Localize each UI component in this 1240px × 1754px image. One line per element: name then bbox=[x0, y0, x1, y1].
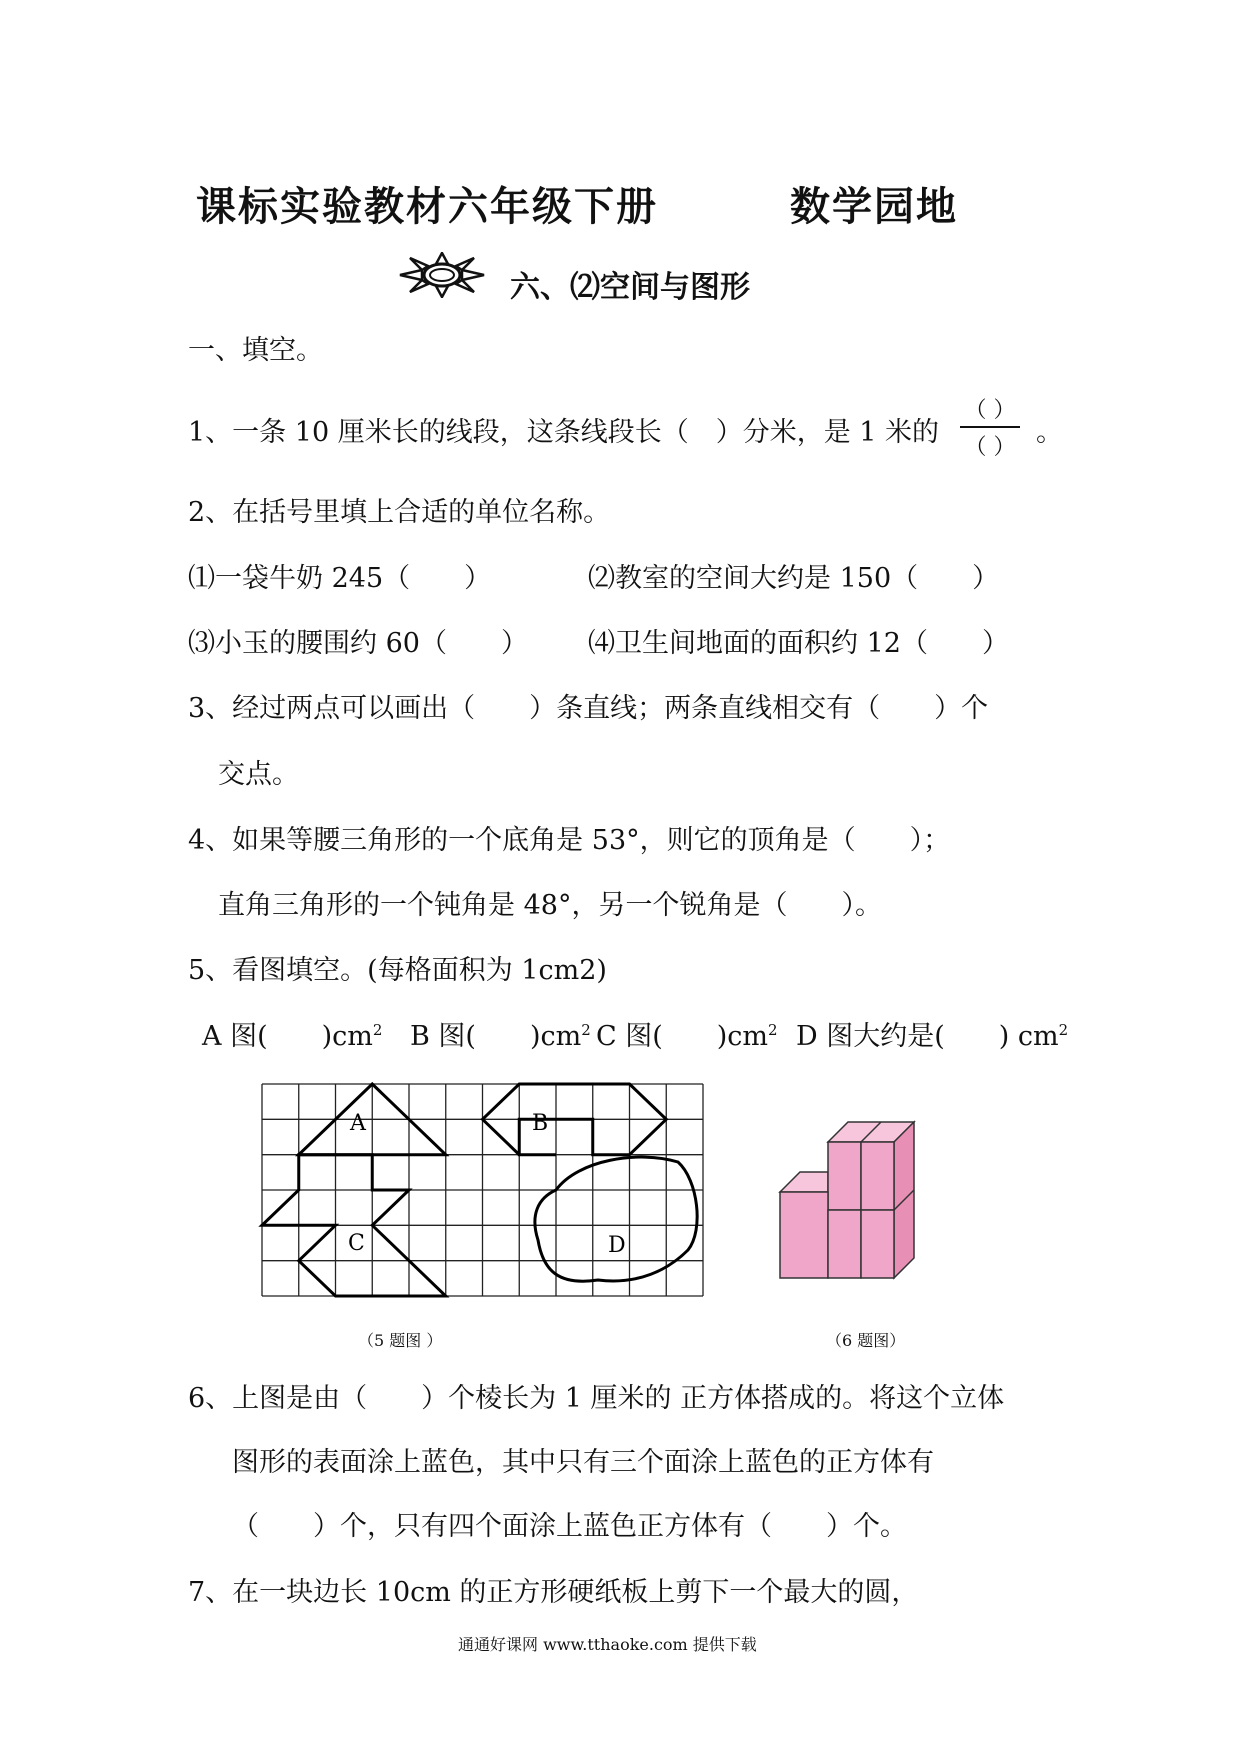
question-3-line2: 交点。 bbox=[218, 759, 299, 790]
question-2c: ⑶小玉的腰围约 60（ ） bbox=[188, 628, 528, 659]
question-7-line1: 7、在一块边长 10cm 的正方形硬纸板上剪下一个最大的圆， bbox=[188, 1577, 919, 1608]
question-2: 2、在括号里填上合适的单位名称。 bbox=[188, 497, 611, 528]
shape-d bbox=[535, 1157, 697, 1281]
cube-figure bbox=[774, 1100, 954, 1300]
cube-front-4 bbox=[828, 1210, 861, 1278]
fraction bbox=[960, 393, 1020, 461]
grid-figure bbox=[258, 1080, 708, 1302]
page-title-right: 数学园地 bbox=[790, 183, 958, 230]
question-5c: C 图( )$cm^2$ bbox=[596, 1021, 778, 1052]
cube-front-1 bbox=[828, 1142, 861, 1210]
label-a: A bbox=[350, 1111, 366, 1136]
question-4-line1: 4、如果等腰三角形的一个底角是 53°，则它的顶角是（ ）； bbox=[188, 825, 951, 856]
fraction-denominator: （ ） bbox=[964, 435, 1016, 460]
question-5a: A 图( )$cm^2$ bbox=[202, 1021, 383, 1052]
question-2d: ⑷卫生间地面的面积约 12（ ） bbox=[588, 628, 1009, 659]
question-5b: B 图( )$cm^2$ bbox=[410, 1021, 591, 1052]
label-d: D bbox=[608, 1233, 626, 1258]
question-6-line3: （ ）个，只有四个面涂上蓝色正方体有（ ）个。 bbox=[232, 1511, 907, 1542]
fraction-numerator: （ ） bbox=[964, 398, 1016, 423]
cube-front-5 bbox=[861, 1210, 894, 1278]
question-1: 1、一条 10 厘米长的线段，这条线段长（ ）分米，是 1 米的 bbox=[188, 417, 940, 448]
footer-text: 通通好课网 www.tthaoke.com 提供下载 bbox=[458, 1635, 757, 1654]
question-5d: D 图大约是( ) $cm^2$ bbox=[796, 1021, 1069, 1052]
cube-caption: （6 题图） bbox=[826, 1331, 906, 1350]
question-6-line1: 6、上图是由（ ）个棱长为 1 厘米的 正方体搭成的。将这个立体 bbox=[188, 1383, 1005, 1414]
question-2b: ⑵教室的空间大约是 150（ ） bbox=[588, 563, 1000, 594]
fraction-bar bbox=[960, 426, 1020, 428]
section-subtitle: 六、⑵空间与图形 bbox=[510, 270, 750, 305]
section-heading: 一、填空。 bbox=[188, 335, 323, 366]
cube-front-3 bbox=[780, 1192, 828, 1278]
question-4-line2: 直角三角形的一个钝角是 48°，另一个锐角是（ ）。 bbox=[218, 890, 882, 921]
grid-lines bbox=[262, 1084, 703, 1296]
sun-icon bbox=[392, 252, 492, 298]
question-3-line1: 3、经过两点可以画出（ ）条直线；两条直线相交有（ ）个 bbox=[188, 693, 989, 724]
page-title: 课标实验教材六年级下册 bbox=[196, 183, 658, 230]
label-b: B bbox=[532, 1111, 549, 1136]
question-6-line2: 图形的表面涂上蓝色，其中只有三个面涂上蓝色的正方体有 bbox=[232, 1447, 934, 1478]
grid-caption: （5 题图 ） bbox=[358, 1331, 443, 1350]
label-c: C bbox=[348, 1231, 365, 1256]
question-1-end: 。 bbox=[1036, 417, 1063, 448]
question-5: 5、看图填空。(每格面积为 1cm2) bbox=[188, 955, 607, 986]
cube-front-2 bbox=[861, 1142, 894, 1210]
question-2a: ⑴一袋牛奶 245（ ） bbox=[188, 563, 492, 594]
cube-top-lower bbox=[780, 1172, 828, 1192]
